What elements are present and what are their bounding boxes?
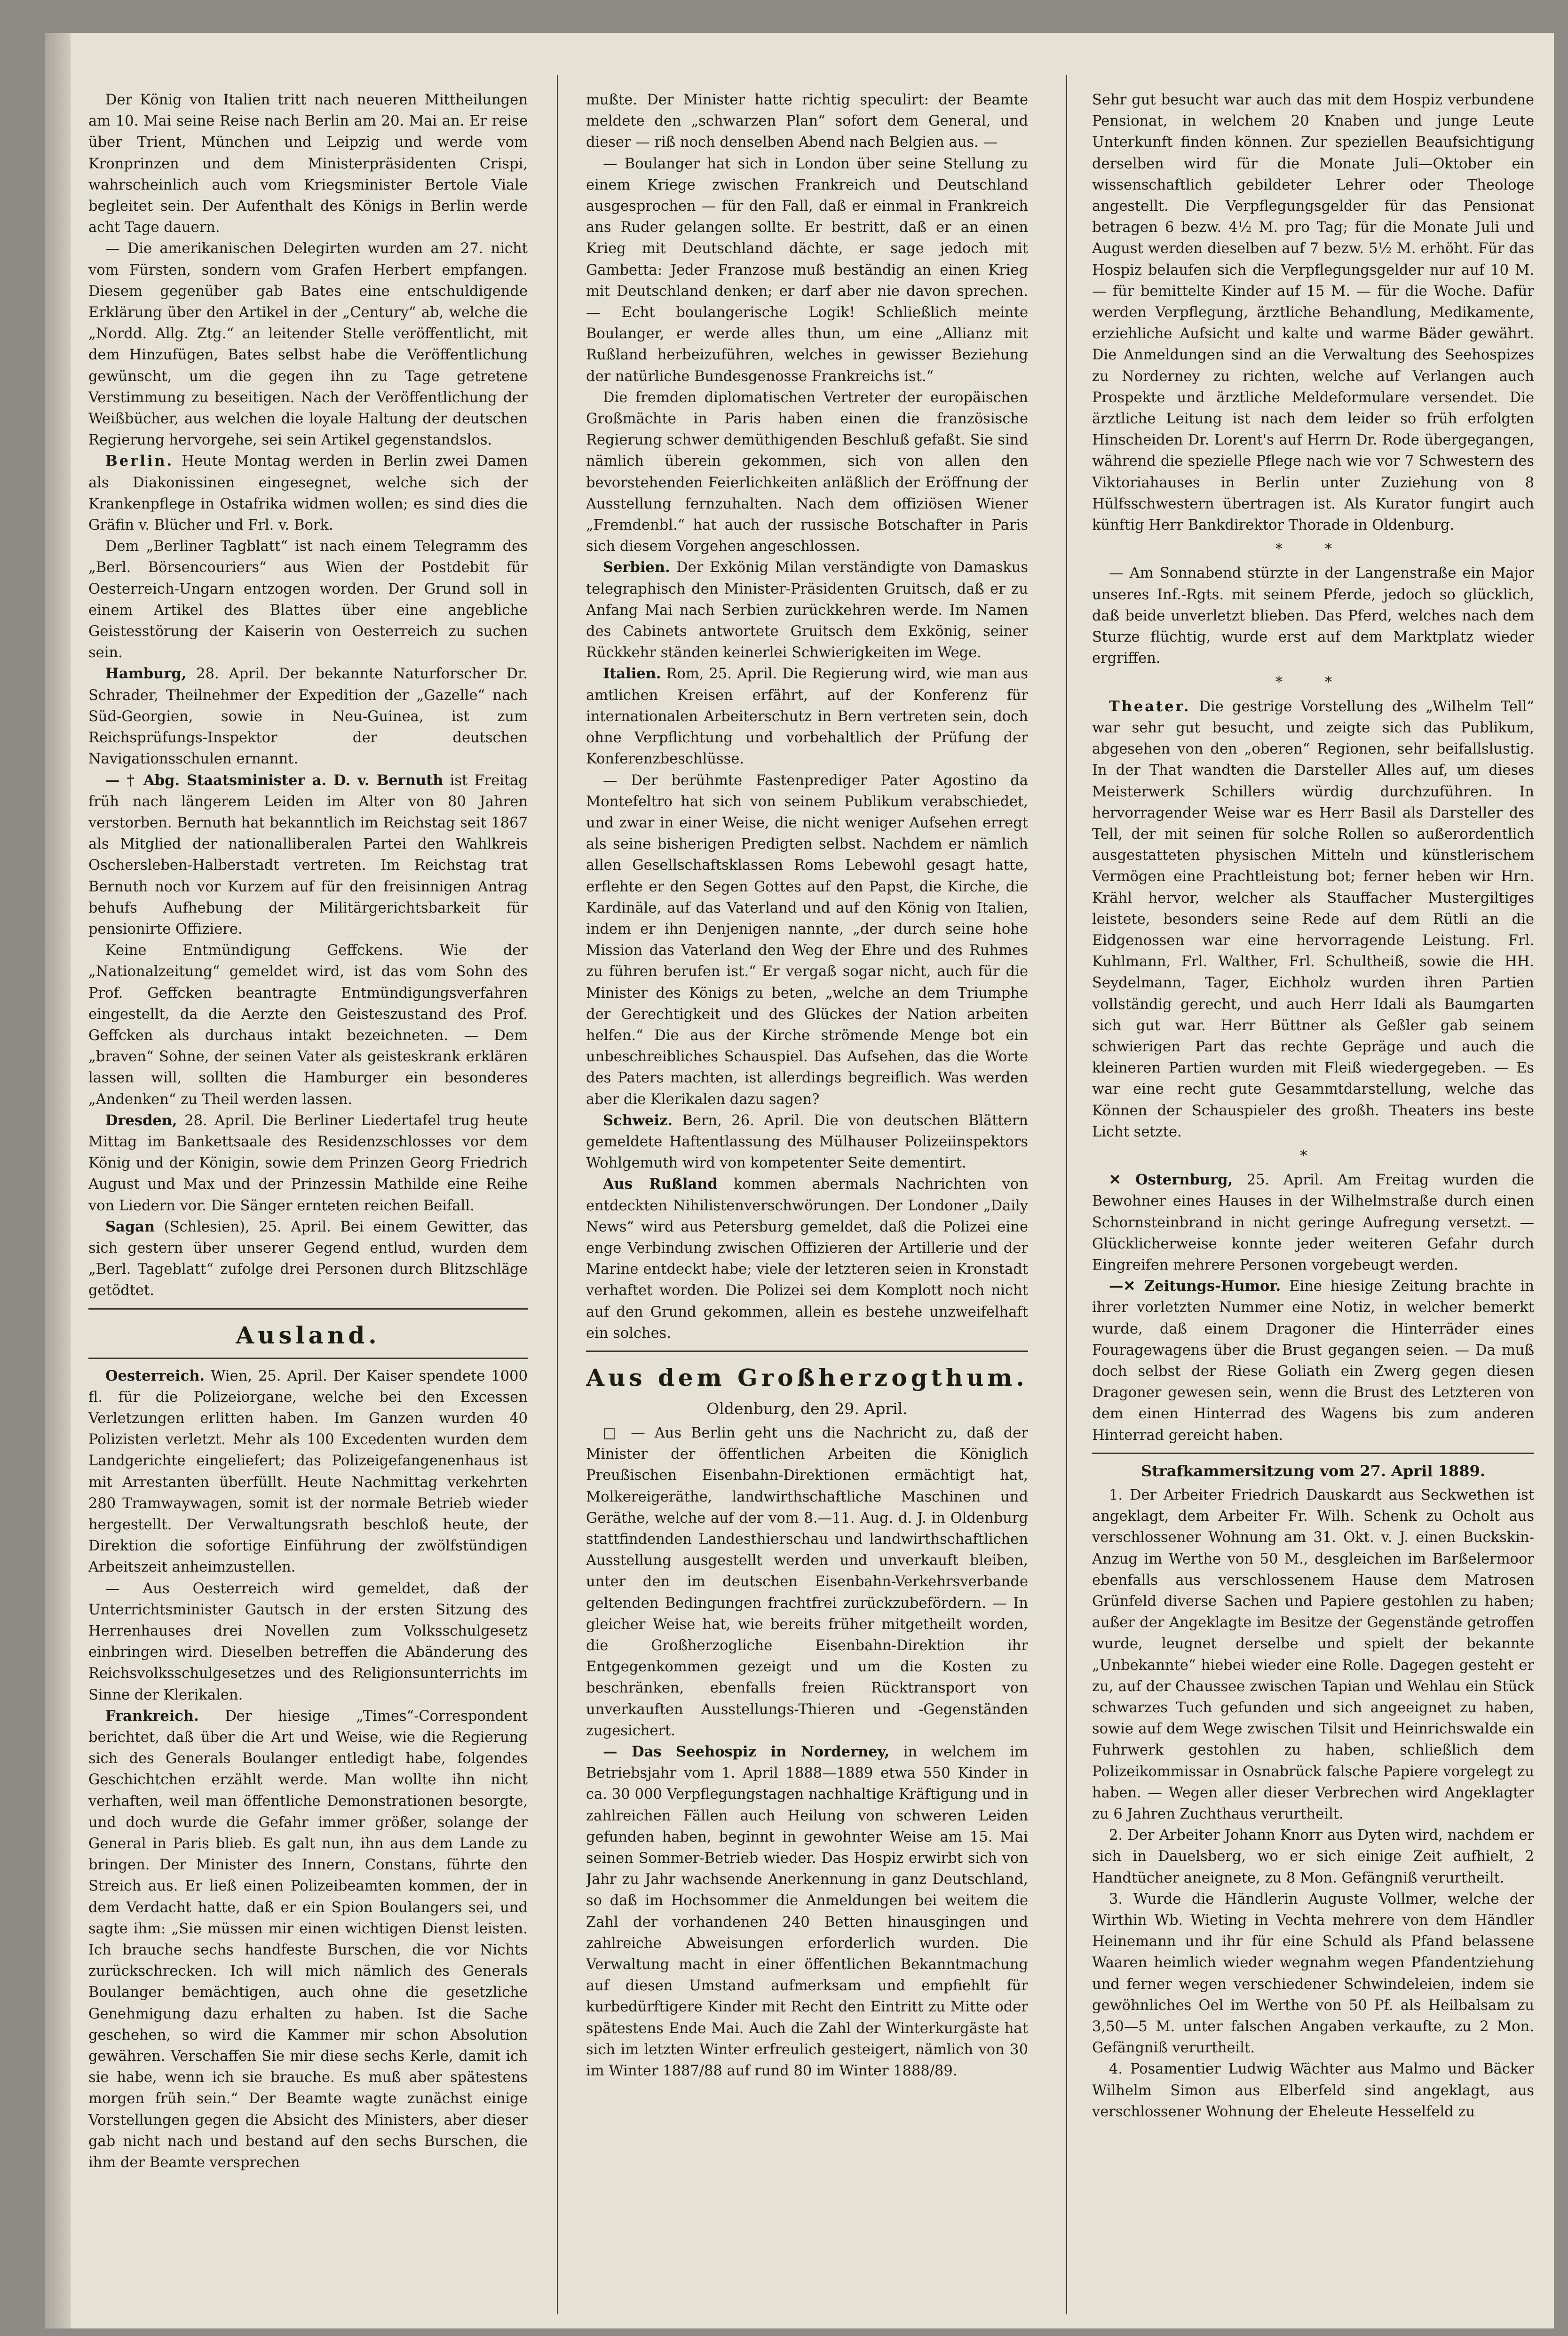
dateline-dresden: Dresden, — [105, 1112, 177, 1129]
dateline-schweiz: Schweiz. — [603, 1112, 673, 1129]
article-railway-freight: □ — Aus Berlin geht uns die Nachricht zu, daß der Minister der öffentlichen Arbeiten die Königlich Preußischen Eisenbahn-Direktionen ermächtigt hat, Molkereigeräthe, landwirthschaftliche Maschinen und Geräthe, welche auf der vom 8.—11. Aug. d. J. in Oldenburg stattfindenden Landesthierschau und landwirthschaftlichen Ausstellung ausgestellt werden und unverkauft bleiben, unter den im deutschen Eisenbahn-Verkehrsverbande geltenden Bedingungen frachtfrei zurückzubefördern. — In gleicher Weise hat, wie bereits früher mitgetheilt worden, die Großherzogliche Eisenbahn-Direktion ihr Entgegenkommen gezeigt und um die Kosten zu beschränken, ebenfalls freien Rücktransport von unverkauften Ausstellungs-Thieren und -Gegenständen zugesichert. — [586, 1424, 1028, 1739]
article-american-delegates: — Die amerikanischen Delegirten wurden am 27. nicht vom Fürsten, sondern vom Grafen Herbert empfangen. Diesem gegenüber gab Bates eine entschuldigende Erklärung über den Artikel in der „Century“ ab, welche die „Nordd. Allg. Ztg.“ an leitender Stelle veröffentlicht, mit dem Hinzufügen, Bates selbst habe die Veröffentlichung gewünscht, um die gegen ihn zu Tage getretene Verstimmung zu beseitigen. Nach der Veröffentlichung der Weißbücher, aus welchen die loyale Haltung der deutschen Regierung hervorgehe, sei sein Artikel gegenstandslos. — [88, 240, 528, 449]
headline-seehospiz: — Das Seehospiz in Norderney, — [603, 1743, 890, 1761]
article-hamburg: Hamburg, 28. April. Der bekannte Naturforscher Dr. Schrader, Theilnehmer der Expedition der „Gazelle“ nach Süd-Georgien, sowie in Neu-Guinea, ist zum Reichsprüfungs-Inspektor der deutschen Navigationsschulen ernannt. — [88, 665, 528, 768]
article-theater: Theater. Die gestrige Vorstellung des „Wilhelm Tell“ war sehr gut besucht, und zeigte sich das Publikum, abgesehen von den „oberen“ Regionen, sehr beifallslustig. In der That wandten die Darsteller Alles auf, um dieses Meisterwerk Schillers würdig durchzuführen. In hervorragender Weise war es Herr Basil als Darsteller des Tell, der mit seinen für solche Rollen so außerordentlich ausgestatteten physischen Mitteln und künstlerischem Vermögen eine Prachtleistung bot; ferner heben wir Hrn. Krähl hervor, welcher als Stauffacher Mustergiltiges leistete, besonders seine Rede auf dem Rütli an die Eidgenossen war eine hervorragende Leistung. Frl. Kuhlmann, Frl. Walther, Frl. Schultheiß, sowie die HH. Seydelmann, Tager, Eichholz wurden ihren Partien vollständig gerecht, und auch Herr Idali als Baumgarten sich gut war. Herr Büttner als Geßler gab seinem schwierigen Part das rechte Gepräge und auch die kleineren Partien wurden mit Fleiß wiedergegeben. — Es war eine recht gute Gesammtdarstellung, welche das Können der Schauspieler des großh. Theaters ins beste Licht setzte. — [1092, 698, 1534, 1140]
headline-theater: Theater. — [1109, 698, 1191, 715]
dateline-sagan: Sagan — [105, 1218, 155, 1235]
dateline-osternburg: ✕ Osternburg, — [1109, 1171, 1233, 1189]
column-1 — [88, 89, 528, 2319]
article-seehospiz-cont: Sehr gut besucht war auch das mit dem Hospiz verbundene Pensionat, in welchem 20 Knaben und junge Leute Unterkunft finden können. Zur speziellen Beaufsichtigung derselben wird für die Monate Juli—Oktober ein wissenschaftlich gebildeter Lehrer oder Theologe angestellt. Die Verpflegungsgelder für das Pensionat betragen 6 bezw. 4½ M. pro Tag; für die Monate Juli und August werden dieselben auf 7 bezw. 5½ M. erhöht. Für das Hospiz belaufen sich die Verpflegungsgelder nur auf 10 M. — für bemittelte Kinder auf 15 M. — für die Woche. Dafür werden Verpflegung, ärztliche Behandlung, Medikamente, erziehliche Aufsicht und kalte und warme Bäder gewährt. Die Anmeldungen sind an die Verwaltung des Seehospizes zu Norderney zu richten, welche auf Verlangen auch Prospekte und ärztliche Meldeformulare versendet. Die ärztliche Leitung ist nach dem leider so früh erfolgten Hinscheiden Dr. Lorent's auf Herrn Dr. Rode übergegangen, während die spezielle Pflege nach wie vor 7 Schwestern des Viktoriahauses in Berlin unter Zuziehung von 8 Hülfsschwestern übertragen ist. Als Kurator fungirt auch künftig Herr Bankdirektor Thorade in Oldenburg. — [1092, 92, 1534, 534]
section-divider — [88, 1308, 528, 1310]
section-title-strafkammer: Strafkammersitzung vom 27. April 1889. — [1141, 1462, 1485, 1480]
column-3 — [1092, 89, 1534, 2319]
article-bernuth: — † Abg. Staatsminister a. D. v. Bernuth ist Freitag früh nach längerem Leiden im Alter von 80 Jahren verstorben. Bernuth hat bekanntlich im Reichstag seit 1867 als Mitglied der nationalliberalen Partei den Wahlkreis Oschersleben-Halberstadt vertreten. Im Reichstag trat Bernuth noch vor Kurzem auf für den freisinnigen Antrag behufs Aufhebung der Militärgerichtsbarkeit für pensionirte Offiziere. — [88, 771, 528, 938]
section-divider — [586, 1351, 1028, 1352]
article-serbien: Serbien. Der Exkönig Milan verständigte von Damaskus telegraphisch den Minister-Präsidenten Gruitsch, daß er zu Anfang Mai nach Serbien zurückkehren werde. Im Namen des Cabinets antwortete Gruitsch dem Exkönig, seiner Rückkehr ständen keinerlei Schwierigkeiten im Wege. — [586, 559, 1028, 661]
article-italien: Italien. Rom, 25. April. Die Regierung wird, wie man aus amtlichen Kreisen erfährt, auf der Konferenz für internationalen Arbeiterschutz in Bern vertreten sein, doch ohne Verpflichtung und vorbehaltlich der Prüfung der Konferenzbeschlüsse. — [586, 665, 1028, 768]
dateline-oldenburg: Oldenburg, den 29. April. — [706, 1399, 908, 1418]
article-dresden: Dresden, 28. April. Die Berliner Liedertafel trug heute Mittag im Bankettsaale des Residenzschlosses vor dem König und der Königin, sowie dem Prinzen Georg Friedrich August und Max und der Prinzessin Mathilde eine Reihe von Liedern vor. Die Sänger ernteten reichen Beifall. — [88, 1112, 528, 1214]
article-frankreich-cont: mußte. Der Minister hatte richtig speculirt: der Beamte meldete den „schwarzen Plan“ sofort dem General, und dieser — riß noch denselben Abend nach Belgien aus. — — [586, 92, 1028, 151]
dateline-frankreich: Frankreich. — [105, 1707, 199, 1724]
section-divider — [1092, 1453, 1534, 1454]
article-sagan: Sagan (Schlesien), 25. April. Bei einem Gewitter, das sich gestern über unserer Gegend entlud, wurden dem „Berl. Tageblatt“ zufolge drei Personen durch Blitzschläge getödtet. — [88, 1218, 528, 1299]
dateline-serbien: Serbien. — [603, 559, 670, 576]
page-binding-edge — [45, 33, 71, 2328]
dateline-hamburg: Hamburg, — [105, 665, 187, 683]
article-school-law: — Aus Oesterreich wird gemeldet, daß der Unterrichtsminister Gautsch in der ersten Sitzung des Herrenhauses drei Novellen zum Volksschulgesetz einbringen wird. Dieselben betreffen die Abänderung des Reichsvolksschulgesetzes und des Religionsunterrichts im Sinne der Klerikalen. — [88, 1580, 528, 1703]
dateline-oesterreich: Oesterreich. — [105, 1367, 205, 1384]
article-schweiz: Schweiz. Bern, 26. April. Die von deutschen Blättern gemeldete Haftentlassung des Mülhauser Polizeiinspektors Wohlgemuth wird von kompetenter Seite dementirt. — [586, 1112, 1028, 1172]
dateline-berlin: Berlin. — [105, 453, 174, 470]
asterism-divider: * * — [1275, 674, 1351, 691]
article-italian-king: Der König von Italien tritt nach neueren Mittheilungen am 10. Mai seine Reise nach Berlin am 20. Mai an. Er reise über Trient, München und Leipzig und werde vom Kronprinzen und dem Ministerpräsidenten Crispi, wahrscheinlich auch vom Kriegsminister Bertole Viale begleitet sein. Der Aufenthalt des Königs in Berlin werde acht Tage dauern. — [88, 92, 528, 236]
court-case-4: 4. Posamentier Ludwig Wächter aus Malmo und Bäcker Wilhelm Simon aus Elberfeld sind angeklagt, aus verschlossener Wohnung der Eheleute Hesselfeld zu — [1092, 2061, 1534, 2120]
dateline-italien: Italien. — [603, 665, 661, 683]
headline-bernuth: — † Abg. Staatsminister a. D. v. Bernuth — [105, 771, 443, 789]
court-case-3: 3. Wurde die Händlerin Auguste Vollmer, welche der Wirthin Wb. Wieting in Vechta mehrere von dem Händler Heinemann und ihr für eine Schuld als Pfand belassene Waaren heimlich wieder wegnahm wegen Pfandentziehung und ferner wegen verschiedener Schwindeleien, indem sie gewöhnliches Oel im Werthe von 50 Pf. als Heilbalsam zu 3,50—5 M. unter falschen Angaben verkaufte, zu 2 Mon. Gefängniß verurtheilt. — [1092, 1891, 1534, 2057]
court-case-1: 1. Der Arbeiter Friedrich Dauskardt aus Seckwethen ist angeklagt, dem Arbeiter Fr. Wilh. Schenk zu Ocholt aus verschlossener Wohnung am 31. Okt. v. J. einen Buckskin-Anzug im Werthe von 50 M., desgleichen im Barßelermoor ebenfalls aus verschlossenem Hause dem Matrosen Grünfeld diverse Sachen und Papiere gestohlen zu haben; außer der Angeklagte im Besitze der Gegenstände getroffen wurde, leugnet derselbe und spielt der bekannte „Unbekannte“ hiebei wieder eine Rolle. Dagegen gesteht er zu, auf der Chaussee zwischen Tapian und Wehlau ein Stück schwarzes Tuch gefunden und sich angeeignet zu haben, sowie auf dem Wege zwischen Tilsit und Heinrichswalde ein Fuhrwerk gestohlen zu haben, schließlich dem Polizeikommissar in Osnabrück falsche Papiere vorgelegt zu haben. — Wegen aller dieser Verbrechen wird Angeklagter zu 6 Jahren Zuchthaus verurtheilt. — [1092, 1487, 1534, 1823]
article-agostino: — Der berühmte Fastenprediger Pater Agostino da Montefeltro hat sich von seinem Publikum verabschiedet, und zwar in einer Weise, die nicht weniger Aufsehen erregt als seine bisherigen Predigten selbst. Nachdem er nämlich allen Gesellschaftsklassen Roms Lebewohl gesagt hatte, erflehte er den Segen Gottes auf den Papst, die Kirche, die Kardinäle, auf das Vaterland und auf den König von Italien, indem er ihn Denjenigen nannte, „der durch seine hohe Mission das Vaterland den Weg der Ehre und des Ruhmes zu führen berufen ist.“ Er vergaß sogar nicht, auch für die Minister des Königs zu beten, „welche an dem Triumphe der Gerechtigkeit und des Glückes der Nation arbeiten helfen.“ Die aus der Kirche strömende Menge bot ein unbeschreibliches Schauspiel. Das Aufsehen, das die Worte des Paters machten, ist allerdings begreiflich. Was werden aber die Klerikalen dazu sagen? — [586, 772, 1028, 1108]
article-diplomats-paris: Die fremden diplomatischen Vertreter der europäischen Großmächte in Paris haben einen die französische Regierung schwer demüthigenden Beschluß gefaßt. Sie sind nämlich überein gekommen, sich von allen den bevorstehenden Feierlichkeiten anläßlich der Eröffnung der Ausstellung fernzuhalten. Nach dem offiziösen Wiener „Fremdenbl.“ hat auch der russische Botschafter in Paris sich diesem Vorgehen angeschlossen. — [586, 389, 1028, 555]
section-title-grossherzogthum: Aus dem Großherzogthum. — [586, 1363, 1028, 1391]
article-boulanger-london: — Boulanger hat sich in London über seine Stellung zu einem Kriege zwischen Frankreich und Deutschland ausgesprochen — für den Fall, daß er einmal in Frankreich ans Ruder gelangen sollte. Er bestritt, daß er an einen Krieg mit Deutschland dächte, er sage jedoch mit Gambetta: Jeder Franzose muß beständig an einen Krieg mit Deutschland denken; er darf aber nie davon sprechen. — Echt boulangerische Logik! Schließlich meinte Boulanger, er werde alles thun, um eine „Allianz mit Rußland herbeizuführen, welches in gewisser Beziehung der natürliche Bundesgenosse Frankreichs ist.“ — [586, 155, 1028, 385]
article-russland: Aus Rußland kommen abermals Nachrichten von entdeckten Nihilistenverschwörungen. Der Londoner „Daily News“ wird aus Petersburg gemeldet, daß die Polizei eine enge Verbindung zwischen Offizieren der Artillerie und der Marine entdeckt habe; viele der letzteren seien in Kronstadt verhaftet worden. Die Polizei sei dem Komplott noch nicht auf den Grund gekommen, allein es bestehe unzweifelhaft ein solches. — [586, 1176, 1028, 1342]
article-osternburg: ✕ Osternburg, 25. April. Am Freitag wurden die Bewohner eines Hauses in der Wilhelmstraße durch einen Schornsteinbrand in nicht geringe Aufregung versetzt. — Glücklicherweise konnte jeder weiteren Gefahr durch Eingreifen mehrere Personen vorgebeugt werden. — [1092, 1171, 1534, 1273]
article-frankreich: Frankreich. Der hiesige „Times“-Correspondent berichtet, daß über die Art und Weise, wie die Regierung sich des Generals Boulanger entledigt habe, folgendes Geschichtchen erzählt werde. Man wollte ihn nicht verhaften, weil man öffentliche Demonstrationen besorgte, und doch wurde die Gefahr immer größer, solange der General in Paris blieb. Es galt nun, ihn aus dem Lande zu bringen. Der Minister des Innern, Constans, führte den Streich aus. Er ließ einen Polizeibeamten kommen, der in dem Verdacht hatte, daß er ein Spion Boulangers sei, und sagte ihm: „Sie müssen mir einen wichtigen Dienst leisten. Ich brauche sechs handfeste Burschen, die vor Nichts zurückschrecken. Ich will mich nämlich des Generals Boulanger bemächtigen, auch ohne die gesetzliche Genehmigung dazu erhalten zu haben. Ist die Sache geschehen, so wird die Kammer mir schon Absolution gewähren. Verschaffen Sie mir diese sechs Kerle, damit ich sie habe, wenn ich sie brauche. Es muß aber spätestens morgen früh sein.“ Der Beamte wagte zunächst einige Vorstellungen gegen die Absicht des Ministers, aber dieser gab nicht nach und bestand auf den sechs Burschen, die ihm der Beamte versprechen — [88, 1707, 528, 2171]
article-tagblatt: Dem „Berliner Tagblatt“ ist nach einem Telegramm des „Berl. Börsencouriers“ aus Wien der Postdebit für Oesterreich-Ungarn entzogen worden. Der Grund soll in einem Artikel des Blattes über eine angebliche Geistesstörung der Kaiserin von Oesterreich zu suchen sein. — [88, 538, 528, 661]
section-title-ausland: Ausland. — [236, 1321, 380, 1349]
column-rule-right — [1066, 75, 1067, 2314]
article-geffcken: Keine Entmündigung Geffckens. Wie der „Nationalzeitung“ gemeldet wird, ist das vom Sohn des Prof. Geffcken beantragte Entmündigungsverfahren eingestellt, da die Aerzte den Geisteszustand des Prof. Geffcken als durchaus intakt bezeichneten. — Dem „braven“ Sohne, der seinen Vater als geisteskrank erklären lassen will, sollten die Hamburger ein besonderes „Andenken“ zu Theil werden lassen. — [88, 942, 528, 1108]
asterism-divider: * — [1300, 1147, 1326, 1164]
dateline-russland: Aus Rußland — [603, 1176, 718, 1193]
article-oesterreich: Oesterreich. Wien, 25. April. Der Kaiser spendete 1000 fl. für die Polizeiorgane, welche bei den Excessen Verletzungen erlitten haben. Im Ganzen wurden 40 Polizisten verletzt. Mehr als 100 Excedenten wurden dem Landgerichte eingeliefert; das Polizeigefangenenhaus ist mit Arrestanten überfüllt. Heute Nachmittag verkehrten 280 Tramwaywagen, somit ist der normale Betrieb wieder hergestellt. Der Verwaltungsrath beschloß heute, der Direktion die sofortige Einführung der zwölfstündigen Arbeitszeit anheimzustellen. — [88, 1367, 528, 1576]
column-2 — [586, 89, 1028, 2319]
article-seehospiz: — Das Seehospiz in Norderney, in welchem im Betriebsjahr vom 1. April 1888—1889 etwa 550 Kinder in ca. 30 000 Verpflegungstagen nachhaltige Kräftigung und in zahlreichen Fällen auch Heilung von schweren Leiden gefunden haben, beginnt in gewohnter Weise am 15. Mai seinen Sommer-Betrieb wieder. Das Hospiz erwirbt sich von Jahr zu Jahr wachsende Anerkennung in ganz Deutschland, so daß im Hochsommer die Anmeldungen bei weitem die Zahl der vorhandenen 240 Betten hinausgingen und zahlreiche Abweisungen erforderlich wurden. Die Verwaltung macht in einer öffentlichen Bekanntmachung auf diesen Umstand aufmerksam und empfiehlt für kurbedürftigere Kinder mit Recht den Eintritt zu Mitte oder spätestens Ende Mai. Auch die Zahl der Winterkurgäste hat sich im letzten Winter erfreulich gesteigert, nämlich von 30 im Winter 1887/88 auf rund 80 im Winter 1888/89. — [586, 1743, 1028, 2080]
column-rule-left — [557, 75, 558, 2314]
court-case-2: 2. Der Arbeiter Johann Knorr aus Dyten wird, nachdem er sich in Dauelsberg, wo er sich einige Zeit aufhielt, 2 Handtücher aneignete, zu 8 Mon. Gefängniß verurtheilt. — [1092, 1827, 1534, 1886]
asterism-divider: * * — [1275, 541, 1351, 558]
article-major-fall: — Am Sonnabend stürzte in der Langenstraße ein Major unseres Inf.-Rgts. mit seinem Pferde, jedoch so glücklich, daß beide unverletzt blieben. Das Pferd, welches nach dem Sturze flüchtig, wurde erst auf dem Marktplatz wieder ergriffen. — [1092, 565, 1534, 667]
section-divider — [88, 1358, 528, 1359]
article-berlin-deaconesses: Berlin. Heute Montag werden in Berlin zwei Damen als Diakonissinen eingesegnet, welche sich der Krankenpflege in Ostafrika widmen wollen; es sind dies die Gräfin v. Blücher und Frl. v. Bork. — [88, 453, 528, 534]
article-zeitungs-humor: —✕ Zeitungs-Humor. Eine hiesige Zeitung brachte in ihrer vorletzten Nummer eine Notiz, in welcher bemerkt wurde, daß einem Dragoner die Hinterräder eines Fouragewagens über die Brust gegangen seien. — Da muß doch selbst der Riese Goliath ein Zwerg gegen diesen Dragoner gewesen sein, wenn die Brust des Letzteren von dem einen Hinterrad des Wagens bis zum anderen Hinterrad gereicht haben. — [1092, 1278, 1534, 1444]
newspaper-page — [45, 33, 1554, 2328]
headline-zeitungs-humor: —✕ Zeitungs-Humor. — [1109, 1278, 1281, 1295]
